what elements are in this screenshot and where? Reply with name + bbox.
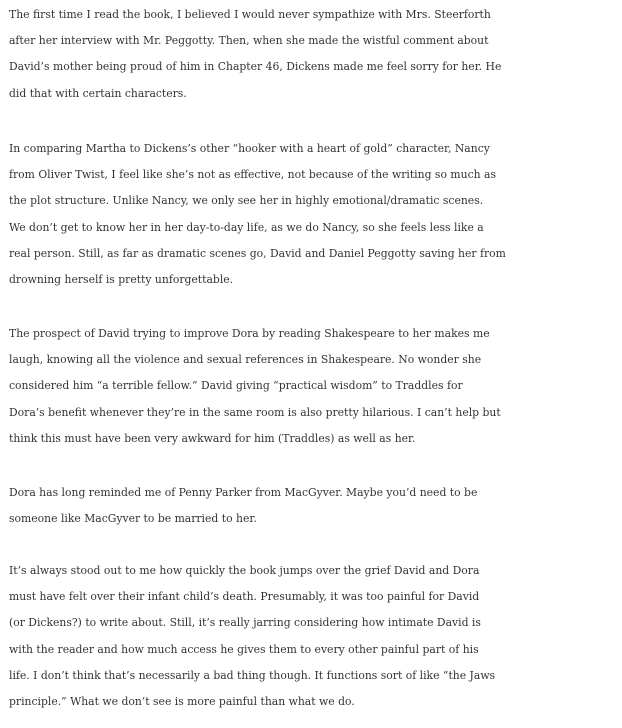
text-line: after her interview with Mr. Peggotty. Then, when she made the wistful comment about xyxy=(9,34,489,48)
text-line: real person. Still, as far as dramatic scenes go, David and Daniel Peggotty saving her from xyxy=(9,246,506,260)
text-line: principle.” What we don’t see is more painful than what we do. xyxy=(9,695,355,709)
paragraph-dora-shakespeare xyxy=(9,321,621,452)
text-line: The first time I read the book, I believed I would never sympathize with Mrs. Steerforth xyxy=(9,8,491,21)
text-line: Dora’s benefit whenever they’re in the same room is also pretty hilarious. I can’t help but xyxy=(9,405,501,419)
text-line: In comparing Martha to Dickens’s other “hooker with a heart of gold” character, Nancy xyxy=(9,142,490,155)
text-line: laugh, knowing all the violence and sexual references in Shakespeare. No wonder she xyxy=(9,353,482,367)
text-line: with the reader and how much access he gives them to every other painful part of his xyxy=(9,642,479,656)
text-line: (or Dickens?) to write about. Still, it’s really jarring considering how intimate David is xyxy=(9,616,481,630)
text-line: from Oliver Twist, I feel like she’s not as effective, not because of the writing so much as xyxy=(9,168,497,182)
text-line: It’s always stood out to me how quickly the book jumps over the grief David and Dora xyxy=(9,564,480,577)
text-line: David’s mother being proud of him in Chapter 46, Dickens made me feel sorry for her. He xyxy=(9,60,502,74)
text-line: Dora has long reminded me of Penny Parker from MacGyver. Maybe you’d need to be xyxy=(9,486,478,499)
paragraph-steerforth xyxy=(9,2,621,107)
paragraph-martha xyxy=(9,136,621,293)
text-line: We don’t get to know her in her day-to-day life, as we do Nancy, so she feels less like a xyxy=(9,220,484,234)
paragraph-infant-death xyxy=(9,558,621,715)
text-line: someone like MacGyver to be married to her. xyxy=(9,512,257,526)
text-line: drowning herself is pretty unforgettable. xyxy=(9,273,234,287)
text-line: The prospect of David trying to improve Dora by reading Shakespeare to her makes me xyxy=(9,327,490,340)
text-line: life. I don’t think that’s necessarily a bad thing though. It functions sort of like “the Jaws xyxy=(9,668,496,682)
text-line: think this must have been very awkward for him (Traddles) as well as her. xyxy=(9,431,416,445)
paragraph-penny-parker xyxy=(9,480,621,532)
text-line: considered him “a terrible fellow.” David giving “practical wisdom” to Traddles for xyxy=(9,379,463,393)
text-line: must have felt over their infant child’s death. Presumably, it was too painful for David xyxy=(9,590,480,604)
text-line: the plot structure. Unlike Nancy, we only see her in highly emotional/dramatic scenes. xyxy=(9,194,484,208)
text-line: did that with certain characters. xyxy=(9,86,187,100)
